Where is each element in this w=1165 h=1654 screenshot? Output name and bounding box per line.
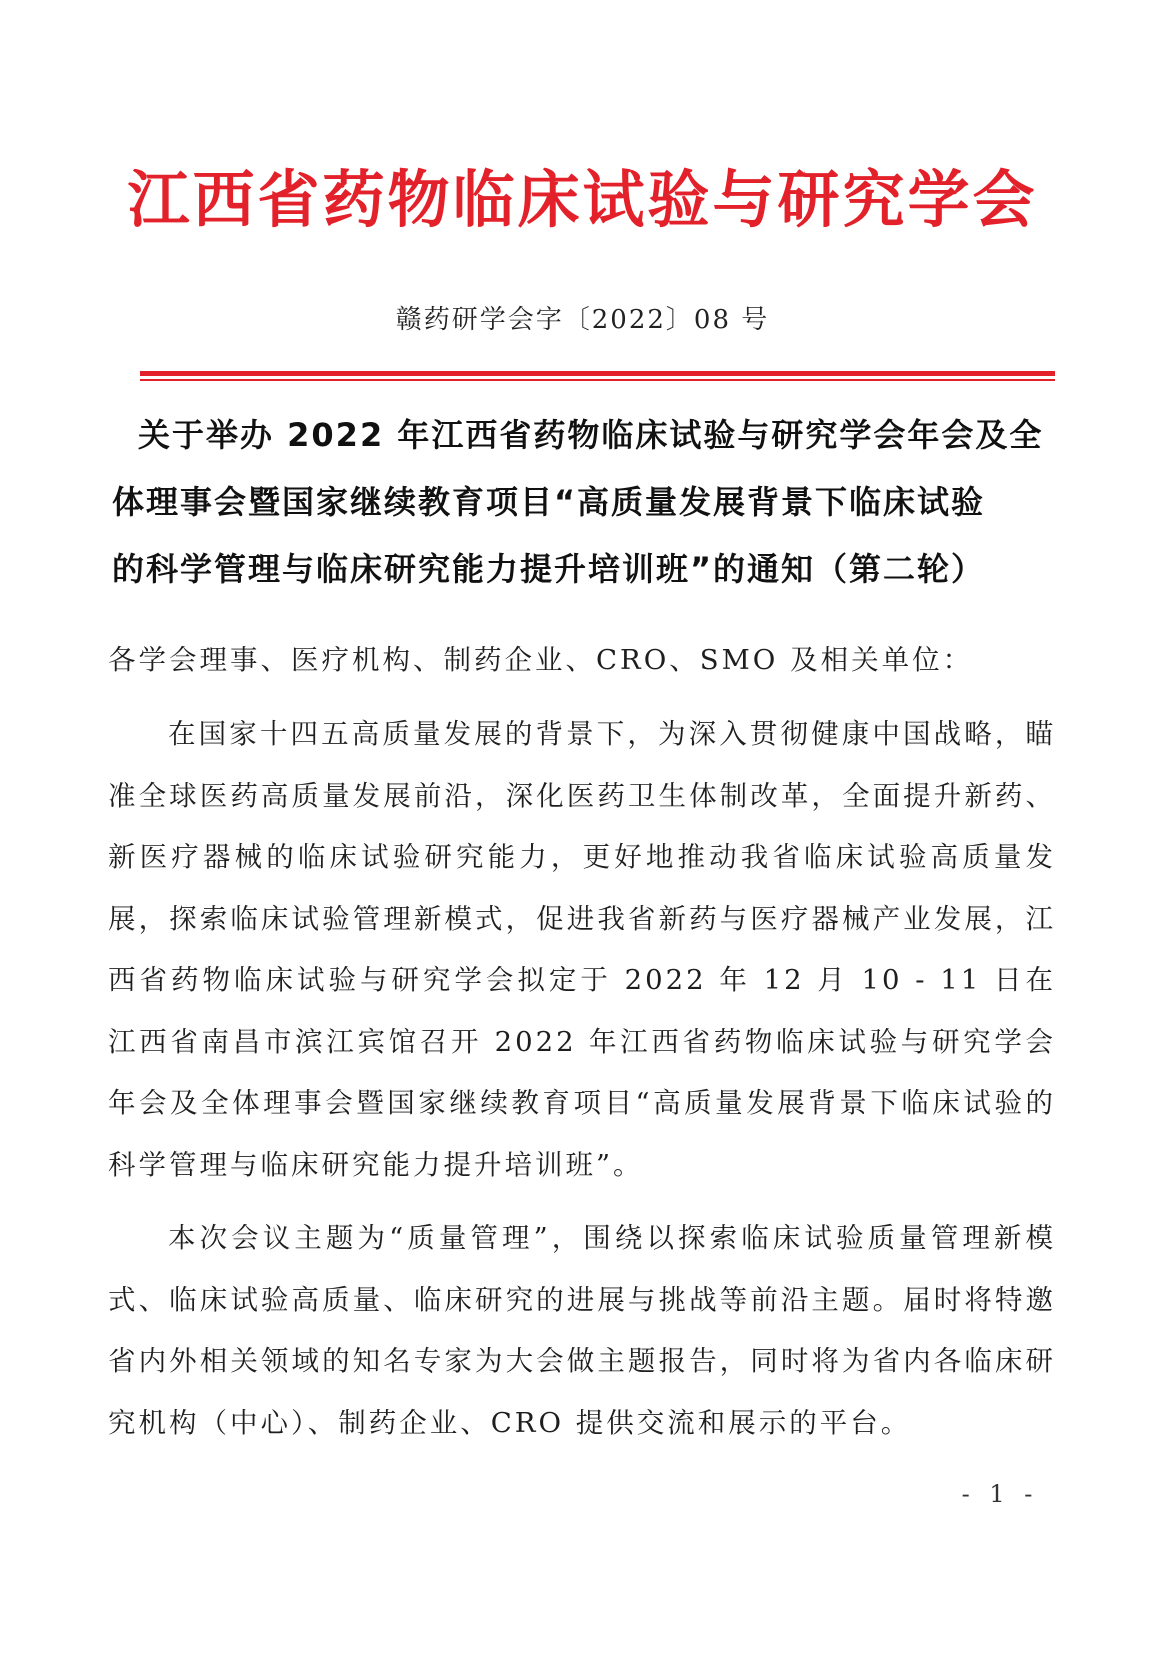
page-number: - 1 - [961, 1480, 1039, 1508]
notice-title-line: 体理事会暨国家继续教育项目“高质量发展背景下临床试验 [112, 483, 986, 521]
body-paragraph: 本次会议主题为“质量管理”，围绕以探索临床试验质量管理新模式、临床试验高质量、临床研究的进展与挑战等前沿主题。届时将特邀省内外相关领域的知名专家为大会做主题报告，同时将为省内各临床研究机构（中心）、制药企业、CRO 提供交流和展示的平台。 [108, 1222, 1056, 1439]
notice-title-line: 的科学管理与临床研究能力提升培训班”的通知（第二轮） [112, 550, 986, 588]
organization-letterhead: 江西省药物临床试验与研究学会 [127, 163, 1038, 236]
body-paragraph: 在国家十四五高质量发展的背景下，为深入贯彻健康中国战略，瞄准全球医药高质量发展前沿，深化医药卫生体制改革，全面提升新药、新医疗器械的临床试验研究能力，更好地推动我省临床试验高质量发展，探索临床试验管理新模式，促进我省新药与医疗器械产业发展，江西省药物临床试验与研究学会拟定于 2022 年 12 月 10 - 11 日在江西省南昌市滨江宾馆召开 2022 年江西省药物临床试验与研究学会年会及全体理事会暨国家继续教育项目“高质量发展背景下临床试验的科学管理与临床研究能力提升培训班”。 [108, 718, 1056, 1181]
notice-title-line: 关于举办 2022 年江西省药物临床试验与研究学会年会及全 [138, 416, 1044, 454]
notice-title [112, 402, 1057, 603]
salutation: 各学会理事、医疗机构、制药企业、CRO、SMO 及相关单位： [108, 644, 974, 676]
header-divider-thin [140, 379, 1055, 381]
header-divider-thick [140, 371, 1055, 376]
document-number: 赣药研学会字〔2022〕08 号 [395, 305, 770, 335]
